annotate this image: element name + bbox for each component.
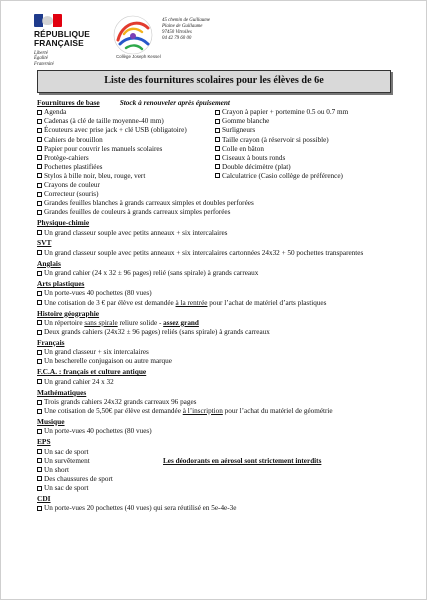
list-item: Un grand cahier 24 x 32 [37, 378, 412, 386]
list-item: Une cotisation de 5,50€ par élève est demandée à l’inscription pour l’achat du matériel de géométrie [37, 407, 412, 415]
list-item: Un short [37, 466, 412, 474]
list-item: Un grand cahier (24 x 32 ± 96 pages) relié (sans spirale) à grands carreaux [37, 269, 412, 277]
checkbox-icon [37, 291, 42, 296]
checkbox-icon [37, 119, 42, 124]
checkbox-icon [215, 146, 220, 151]
base-columns [37, 108, 412, 199]
checkbox-icon [37, 400, 42, 405]
checkbox-icon [37, 250, 42, 255]
checkbox-icon [37, 359, 42, 364]
list-item: Papier pour couvrir les manuels scolaires [37, 145, 215, 153]
list-item: Pochettes plastifiées [37, 163, 215, 171]
checkbox-icon [215, 173, 220, 178]
checkbox-icon [37, 467, 42, 472]
section-heading: Mathématiques [37, 387, 87, 397]
list-item: Un grand classeur + six intercalaires [37, 348, 412, 356]
checkbox-icon [37, 210, 42, 215]
list-item: Un sac de sport [37, 448, 412, 456]
list-item: Un porte-vues 20 pochettes (40 vues) qui sera réutilisé en 5e-4e-3e [37, 504, 412, 512]
section-heading: F.C.A. : français et culture antique [37, 367, 147, 377]
list-item: Un répertoire sans spirale reliure solide - assez grand [37, 319, 412, 327]
republique-francaise-logo [34, 14, 104, 67]
checkbox-icon [37, 146, 42, 151]
list-item: Ciseaux à bouts ronds [215, 154, 412, 162]
list-item: Cadenas (à clé de taille moyenne-40 mm) [37, 117, 215, 125]
list-item: Un grand classeur souple avec petits anneaux + six intercalaires cartonnées 24x32 + 50 pochettes transparentes [37, 249, 412, 257]
checkbox-icon [37, 110, 42, 115]
checkbox-icon [215, 155, 220, 160]
checkbox-icon [37, 449, 42, 454]
list-item: Stylos à bille noir, bleu, rouge, vert [37, 172, 215, 180]
checkbox-icon [37, 330, 42, 335]
list-item: Cahiers de brouillon [37, 136, 215, 144]
list-item: Un bescherelle conjugaison ou autre marque [37, 357, 412, 365]
checkbox-icon [37, 476, 42, 481]
checkbox-icon [37, 379, 42, 384]
stock-note: Stock à renouveler après épuisement [119, 98, 230, 107]
list-item: Double décimètre (plat) [215, 163, 412, 171]
checkbox-icon [215, 110, 220, 115]
checkbox-icon [215, 164, 220, 169]
checkbox-icon [37, 173, 42, 178]
list-item: Calculatrice (Casio collège de préférence) [215, 172, 412, 180]
list-item: Un porte-vues 40 pochettes (80 vues) [37, 289, 412, 297]
checkbox-icon [37, 128, 42, 133]
school-address: 45 chemin de Guillaume Plaine de Guillaume 97450 Vitrolles 04 42 79 60 00 [162, 18, 210, 42]
section-heading: Français [37, 337, 65, 347]
checkbox-icon [37, 300, 42, 305]
list-item: Colle en bâton [215, 145, 412, 153]
list-item: Taille crayon (à réservoir si possible) [215, 136, 412, 144]
checkbox-icon [37, 429, 42, 434]
checkbox-icon [37, 155, 42, 160]
section-heading: CDI [37, 493, 51, 503]
checkbox-icon [37, 458, 42, 463]
list-item: Correcteur (souris) [37, 190, 215, 198]
section-heading: Histoire géographie [37, 308, 100, 318]
supplies-list [37, 99, 412, 513]
section-heading: Physique-chimie [37, 218, 90, 228]
list-item: Un porte-vues 40 pochettes (80 vues) [37, 427, 412, 435]
list-item: Deux grands cahiers (24x32 ± 96 pages) reliés (sans spirale) à grands carreaux [37, 328, 412, 336]
republique-motto: Liberté Égalité Fraternité [34, 50, 54, 67]
checkbox-icon [215, 137, 220, 142]
checkbox-icon [37, 409, 42, 414]
list-item: Écouteurs avec prise jack + clé USB (obligatoire) [37, 126, 215, 134]
checkbox-icon [37, 506, 42, 511]
checkbox-icon [37, 137, 42, 142]
checkbox-icon [215, 128, 220, 133]
list-item: Crayons de couleur [37, 181, 215, 189]
section-heading: Fournitures de base [37, 98, 100, 107]
list-item: Un grand classeur souple avec petits anneaux + six intercalaires [37, 229, 412, 237]
list-item: Un sac de sport [37, 484, 412, 492]
logo-caption: Collège Joseph Kessel [116, 54, 161, 59]
checkbox-icon [37, 486, 42, 491]
section-heading: Anglais [37, 258, 61, 268]
page-title: Liste des fournitures scolaires pour les élèves de 6e [104, 75, 324, 87]
checkbox-icon [37, 201, 42, 206]
letterhead [1, 1, 427, 71]
section-heading: EPS [37, 437, 51, 447]
list-item: Une cotisation de 3 € par élève est demandée à la rentrée pour l’achat de matériel d’arts plastiques [37, 299, 412, 307]
base-right-column [215, 108, 412, 199]
french-flag-icon [34, 14, 62, 27]
checkbox-icon [37, 271, 42, 276]
list-item: Crayon à papier + portemine 0.5 ou 0.7 mm [215, 108, 412, 116]
checkbox-icon [37, 183, 42, 188]
section-heading: Arts plastiques [37, 279, 85, 289]
section-heading: SVT [37, 238, 52, 248]
list-item: Agenda [37, 108, 215, 116]
checkbox-icon [37, 230, 42, 235]
checkbox-icon [215, 119, 220, 124]
list-item: Grandes feuilles blanches à grands carreaux simples et doubles perforées [37, 199, 412, 207]
list-item: Surligneurs [215, 126, 412, 134]
list-item: Un survêtement [37, 457, 412, 465]
list-item: Des chaussures de sport [37, 475, 412, 483]
section-eps [37, 438, 412, 492]
checkbox-icon [37, 320, 42, 325]
list-item: Protège-cahiers [37, 154, 215, 162]
checkbox-icon [37, 164, 42, 169]
list-item: Gomme blanche [215, 117, 412, 125]
checkbox-icon [37, 192, 42, 197]
title-banner [37, 70, 391, 93]
base-left-column [37, 108, 215, 199]
college-logo-icon [112, 14, 154, 56]
section-heading: Musique [37, 416, 65, 426]
checkbox-icon [37, 350, 42, 355]
list-item: Grandes feuilles de couleurs à grands carreaux simples perforées [37, 208, 412, 216]
list-item: Trois grands cahiers 24x32 grands carreaux 96 pages [37, 398, 412, 406]
deodorant-warning: Les déodorants en aérosol sont strictement interdits [163, 457, 322, 466]
republique-name: RÉPUBLIQUE FRANÇAISE [34, 29, 90, 48]
section-base-header [37, 99, 412, 108]
